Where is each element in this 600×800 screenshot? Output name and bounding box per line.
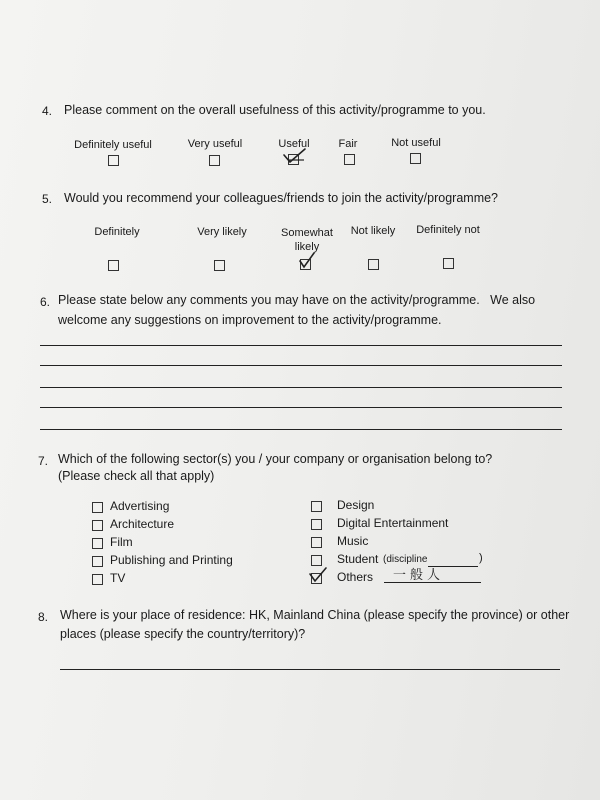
q4-option-useful: Useful bbox=[278, 138, 310, 150]
q8-answer-line[interactable] bbox=[60, 669, 560, 670]
q7-label-advertising: Advertising bbox=[110, 499, 170, 513]
q7-line2: (Please check all that apply) bbox=[58, 469, 215, 483]
q6-number: 6. bbox=[40, 295, 51, 309]
q7-checkbox-music[interactable] bbox=[311, 537, 322, 548]
q6-answer-line-4[interactable] bbox=[40, 407, 562, 408]
q7-others-check-mark-icon bbox=[307, 566, 329, 584]
q7-others-line[interactable] bbox=[384, 582, 481, 583]
q7-checkbox-advertising[interactable] bbox=[92, 502, 103, 513]
q4-text: Please comment on the overall usefulness of this activity/programme to you. bbox=[64, 103, 486, 117]
q4-checkbox-very-useful[interactable] bbox=[209, 155, 220, 166]
q6-line1: Please state below any comments you may have on the activity/programme. We also bbox=[58, 293, 536, 307]
q7-label-music: Music bbox=[337, 534, 369, 548]
q4-number: 4. bbox=[42, 104, 53, 118]
q5-option-definitely: Definitely bbox=[94, 226, 140, 238]
q7-student-discipline-note: (discipline bbox=[383, 554, 428, 565]
q7-label-digital-entertainment: Digital Entertainment bbox=[337, 516, 449, 530]
q6-answer-line-1[interactable] bbox=[40, 345, 562, 346]
q5-option-very-likely: Very likely bbox=[197, 226, 247, 238]
q5-checkbox-very-likely[interactable] bbox=[214, 260, 225, 271]
q6-answer-line-3[interactable] bbox=[40, 387, 562, 388]
q5-text: Would you recommend your colleagues/friends to join the activity/programme? bbox=[64, 191, 499, 205]
q7-label-architecture: Architecture bbox=[110, 517, 175, 531]
q7-checkbox-film[interactable] bbox=[92, 538, 103, 549]
q5-checkbox-definitely-not[interactable] bbox=[443, 258, 454, 269]
q7-checkbox-tv[interactable] bbox=[92, 574, 103, 585]
q5-option-somewhat-likely: Somewhat likely bbox=[281, 227, 333, 253]
q7-label-student: Student bbox=[337, 552, 379, 566]
q5-somewhat-likely-check-mark-icon bbox=[296, 250, 318, 270]
q4-option-not-useful: Not useful bbox=[391, 137, 441, 149]
q5-option-definitely-not: Definitely not bbox=[416, 224, 480, 236]
q7-checkbox-publishing-printing[interactable] bbox=[92, 556, 103, 567]
q8-line2: places (please specify the country/territory)? bbox=[60, 627, 306, 641]
q8-number: 8. bbox=[38, 610, 49, 624]
q7-label-others: Others bbox=[337, 570, 374, 584]
q7-label-tv: TV bbox=[110, 571, 126, 585]
q7-line1: Which of the following sector(s) you / your company or organisation belong to? bbox=[58, 452, 493, 466]
q5-checkbox-not-likely[interactable] bbox=[368, 259, 379, 270]
q7-label-publishing-printing: Publishing and Printing bbox=[110, 553, 233, 567]
q7-checkbox-digital-entertainment[interactable] bbox=[311, 519, 322, 530]
q7-label-film: Film bbox=[110, 535, 133, 549]
q4-checkbox-not-useful[interactable] bbox=[410, 153, 421, 164]
q4-useful-check-mark-icon bbox=[280, 146, 310, 168]
q7-checkbox-student[interactable] bbox=[311, 555, 322, 566]
q7-label-design: Design bbox=[337, 498, 375, 512]
q7-checkbox-design[interactable] bbox=[311, 501, 322, 512]
q5-checkbox-definitely[interactable] bbox=[108, 260, 119, 271]
q4-option-very-useful: Very useful bbox=[187, 138, 243, 150]
q6-answer-line-5[interactable] bbox=[40, 429, 562, 430]
q6-answer-line-2[interactable] bbox=[40, 365, 562, 366]
q7-student-close-paren: ) bbox=[479, 552, 483, 564]
q4-option-fair: Fair bbox=[338, 138, 358, 150]
q4-checkbox-fair[interactable] bbox=[344, 154, 355, 165]
q6-line2: welcome any suggestions on improvement to the activity/programme. bbox=[58, 313, 442, 327]
q7-checkbox-architecture[interactable] bbox=[92, 520, 103, 531]
q5-number: 5. bbox=[42, 192, 53, 206]
q4-option-definitely-useful: Definitely useful bbox=[74, 139, 152, 151]
q7-number: 7. bbox=[38, 454, 49, 468]
q8-line1: Where is your place of residence: HK, Mainland China (please specify the province) or other bbox=[60, 608, 570, 622]
q5-option-not-likely: Not likely bbox=[350, 225, 396, 237]
q4-checkbox-definitely-useful[interactable] bbox=[108, 155, 119, 166]
q7-others-handwritten-answer: 一般人 bbox=[393, 568, 445, 583]
